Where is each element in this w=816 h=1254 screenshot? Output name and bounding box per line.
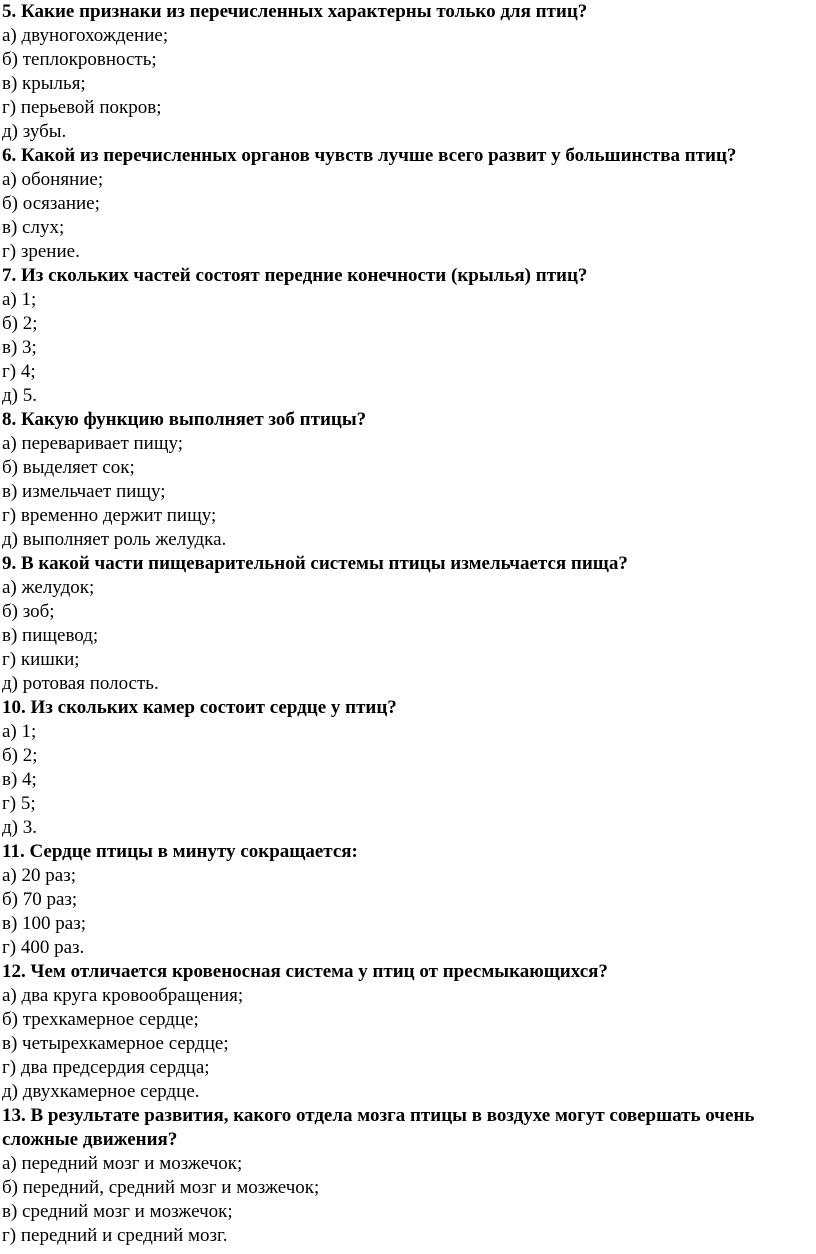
answer-option: а) 20 раз; [2,865,76,886]
question-text: 8. Какую функцию выполняет зоб птицы? [2,409,367,430]
answer-option: б) передний, средний мозг и мозжечок; [2,1177,320,1198]
question-text: 5. Какие признаки из перечисленных характерны только для птиц? [2,1,588,22]
question-block [2,264,810,408]
question-block [2,0,810,144]
answer-option: б) осязание; [2,193,100,214]
question-text: 9. В какой части пищеварительной системы птицы измельчается пища? [2,553,628,574]
answer-option: г) 5; [2,793,36,814]
answer-option: в) четырехкамерное сердце; [2,1033,229,1054]
question-block [2,1104,810,1248]
answer-option: д) двухкамерное сердце. [2,1081,200,1102]
answer-option: б) 2; [2,745,38,766]
answer-option: а) двуногохождение; [2,25,169,46]
answer-option: б) теплокровность; [2,49,157,70]
answer-option: д) ротовая полость. [2,673,159,694]
answer-option: в) крылья; [2,73,86,94]
answer-option: г) временно держит пищу; [2,505,217,526]
question-block [2,552,810,696]
answer-option: в) средний мозг и мозжечок; [2,1201,233,1222]
answer-option: г) перьевой покров; [2,97,162,118]
answer-option: б) 70 раз; [2,889,78,910]
question-text: 12. Чем отличается кровеносная система у птиц от пресмыкающихся? [2,961,608,982]
answer-option: г) два предсердия сердца; [2,1057,210,1078]
answer-option: г) 400 раз. [2,937,85,958]
answer-option: а) 1; [2,721,37,742]
answer-option: г) передний и средний мозг. [2,1225,228,1246]
answer-option: д) 5. [2,385,37,406]
answer-option: в) 100 раз; [2,913,87,934]
answer-option: б) 2; [2,313,38,334]
question-text: 10. Из скольких камер состоит сердце у птиц? [2,697,397,718]
answer-option: б) зоб; [2,601,55,622]
question-block [2,960,810,1104]
question-text: 11. Сердце птицы в минуту сокращается: [2,841,358,862]
answer-option: в) пищевод; [2,625,99,646]
answer-option: б) выделяет сок; [2,457,135,478]
question-text: 6. Какой из перечисленных органов чувств лучше всего развит у большинства птиц? [2,145,737,166]
answer-option: а) обоняние; [2,169,104,190]
answer-option: а) переваривает пищу; [2,433,184,454]
answer-option: д) зубы. [2,121,67,142]
question-block [2,144,810,264]
answer-option: а) желудок; [2,577,95,598]
answer-option: б) трехкамерное сердце; [2,1009,199,1030]
answer-option: в) 3; [2,337,37,358]
answer-option: в) измельчает пищу; [2,481,166,502]
answer-option: д) выполняет роль желудка. [2,529,227,550]
question-block [2,408,810,552]
answer-option: г) 4; [2,361,36,382]
answer-option: а) передний мозг и мозжечок; [2,1153,243,1174]
answer-option: г) зрение. [2,241,80,262]
question-block [2,696,810,840]
question-text: 7. Из скольких частей состоят передние конечности (крылья) птиц? [2,265,588,286]
answer-option: а) два круга кровообращения; [2,985,244,1006]
question-block [2,840,810,960]
question-text: 13. В результате развития, какого отдела мозга птицы в воздухе могут совершать очень сложные движения? [2,1105,755,1150]
answer-option: а) 1; [2,289,37,310]
answer-option: д) 3. [2,817,37,838]
answer-option: в) слух; [2,217,65,238]
answer-option: г) кишки; [2,649,80,670]
answer-option: в) 4; [2,769,37,790]
